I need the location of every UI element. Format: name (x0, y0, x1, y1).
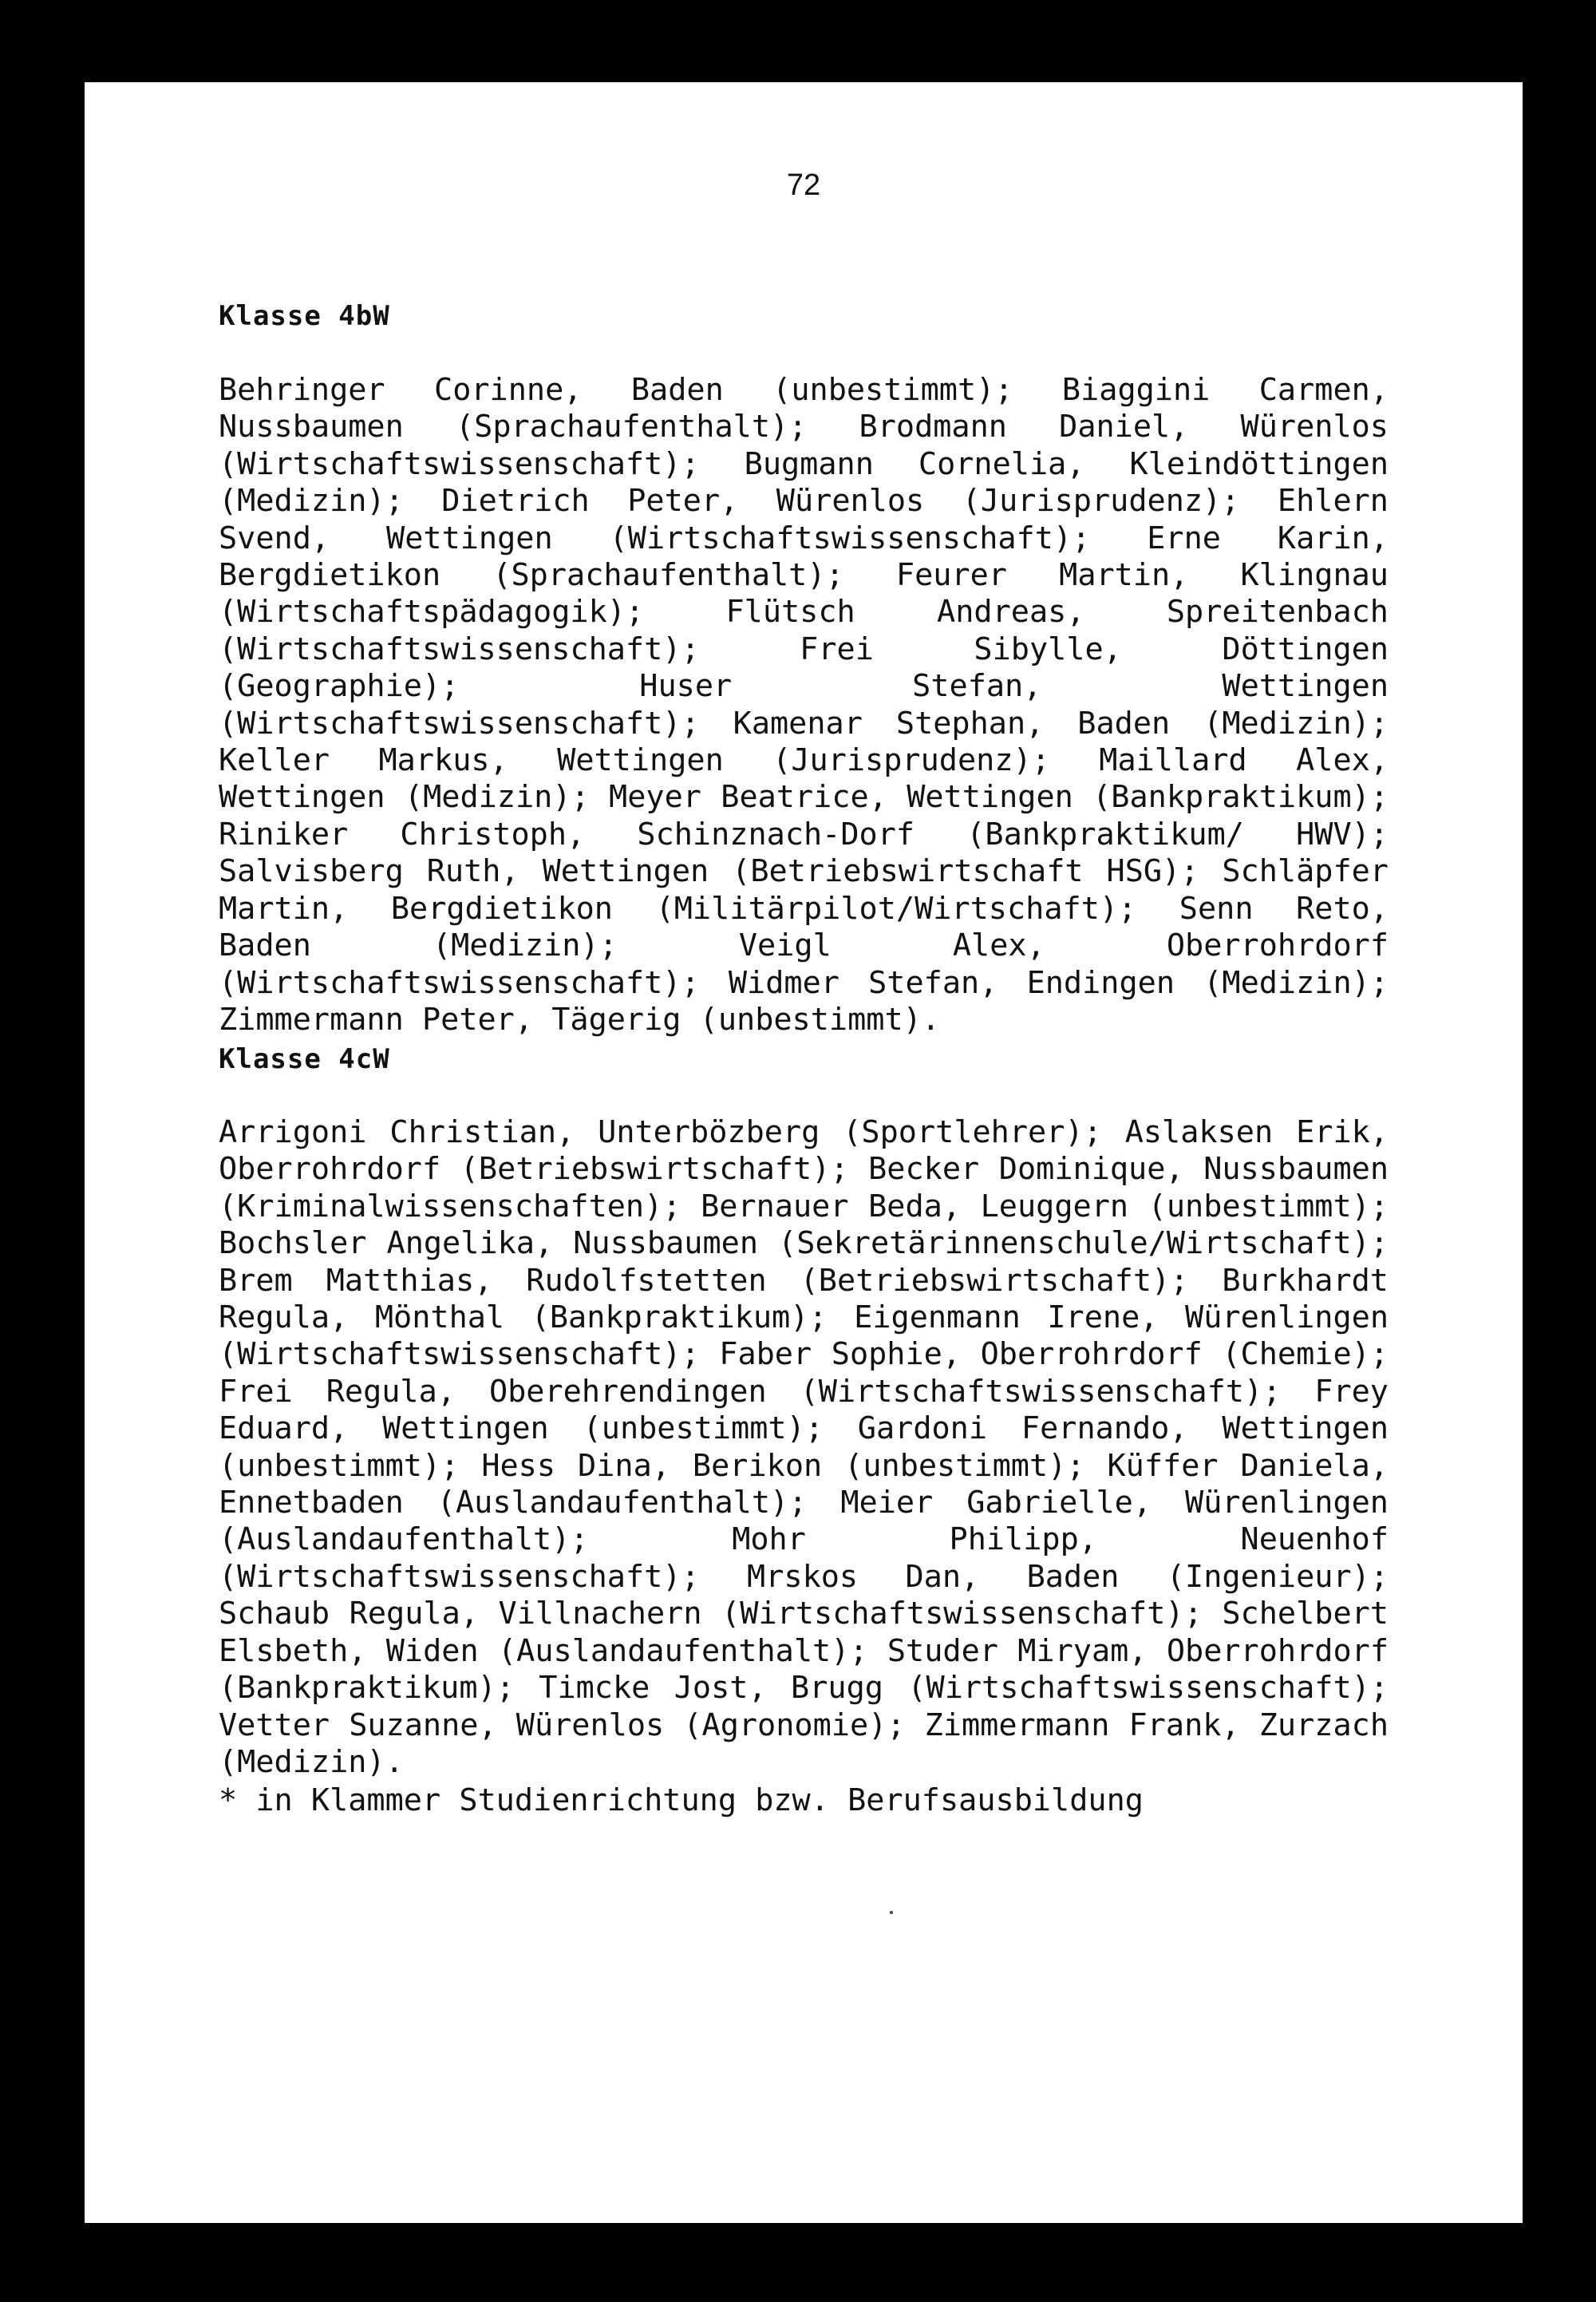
section-heading-4cw: Klasse 4cW (219, 1043, 390, 1075)
scan-speck (890, 1911, 893, 1914)
document-page (85, 82, 1523, 2223)
footnote: * in Klammer Studienrichtung bzw. Berufsausbildung (219, 1782, 1144, 1818)
section-text-4bw: Behringer Corinne, Baden (unbestimmt); Biaggini Carmen, Nussbaumen (Sprachaufenthalt); Brodmann Daniel, Würenlos (Wirtschaftswissenschaft); Bugmann Cornelia, Kleindöttingen (Medizin); Dietrich Peter, Würenlos (Jurisprudenz); Ehlern Svend, Wettingen (Wirtschaftswissenschaft); Erne Karin, Bergdietikon (Sprachaufenthalt); Feurer Martin, Klingnau (Wirtschaftspädagogik); Flütsch Andreas, Spreitenbach (Wirtschaftswissenschaft); Frei Sibylle, Döttingen (Geographie); Huser Stefan, Wettingen (Wirtschaftswissenschaft); Kamenar Stephan, Baden (Medizin); Keller Markus, Wettingen (Jurisprudenz); Maillard Alex, Wettingen (Medizin); Meyer Beatrice, Wettingen (Bankpraktikum); Riniker Christoph, Schinznach-Dorf (Bankpraktikum/ HWV); Salvisberg Ruth, Wettingen (Betriebswirtschaft HSG); Schläpfer Martin, Bergdietikon (Militärpilot/Wirtschaft); Senn Reto, Baden (Medizin); Veigl Alex, Oberrohrdorf (Wirtschaftswissenschaft); Widmer Stefan, Endingen (Medizin); Zimmermann Peter, Tägerig (unbestimmt). (219, 372, 1389, 1038)
page-number: 72 (786, 168, 821, 202)
section-heading-4bw: Klasse 4bW (219, 300, 390, 332)
section-text-4cw: Arrigoni Christian, Unterbözberg (Sportlehrer); Aslaksen Erik, Oberrohrdorf (Betriebswirtschaft); Becker Dominique, Nussbaumen (Kriminalwissenschaften); Bernauer Beda, Leuggern (unbestimmt); Bochsler Angelika, Nussbaumen (Sekretärinnenschule/Wirtschaft); Brem Matthias, Rudolfstetten (Betriebswirtschaft); Burkhardt Regula, Mönthal (Bankpraktikum); Eigenmann Irene, Würenlingen (Wirtschaftswissenschaft); Faber Sophie, Oberrohrdorf (Chemie); Frei Regula, Oberehrendingen (Wirtschaftswissenschaft); Frey Eduard, Wettingen (unbestimmt); Gardoni Fernando, Wettingen (unbestimmt); Hess Dina, Berikon (unbestimmt); Küffer Daniela, Ennetbaden (Auslandaufenthalt); Meier Gabrielle, Würenlingen (Auslandaufenthalt); Mohr Philipp, Neuenhof (Wirtschaftswissenschaft); Mrskos Dan, Baden (Ingenieur); Schaub Regula, Villnachern (Wirtschaftswissenschaft); Schelbert Elsbeth, Widen (Auslandaufenthalt); Studer Miryam, Oberrohrdorf (Bankpraktikum); Timcke Jost, Brugg (Wirtschaftswissenschaft); Vetter Suzanne, Würenlos (Agronomie); Zimmermann Frank, Zurzach (Medizin). (219, 1114, 1389, 1780)
